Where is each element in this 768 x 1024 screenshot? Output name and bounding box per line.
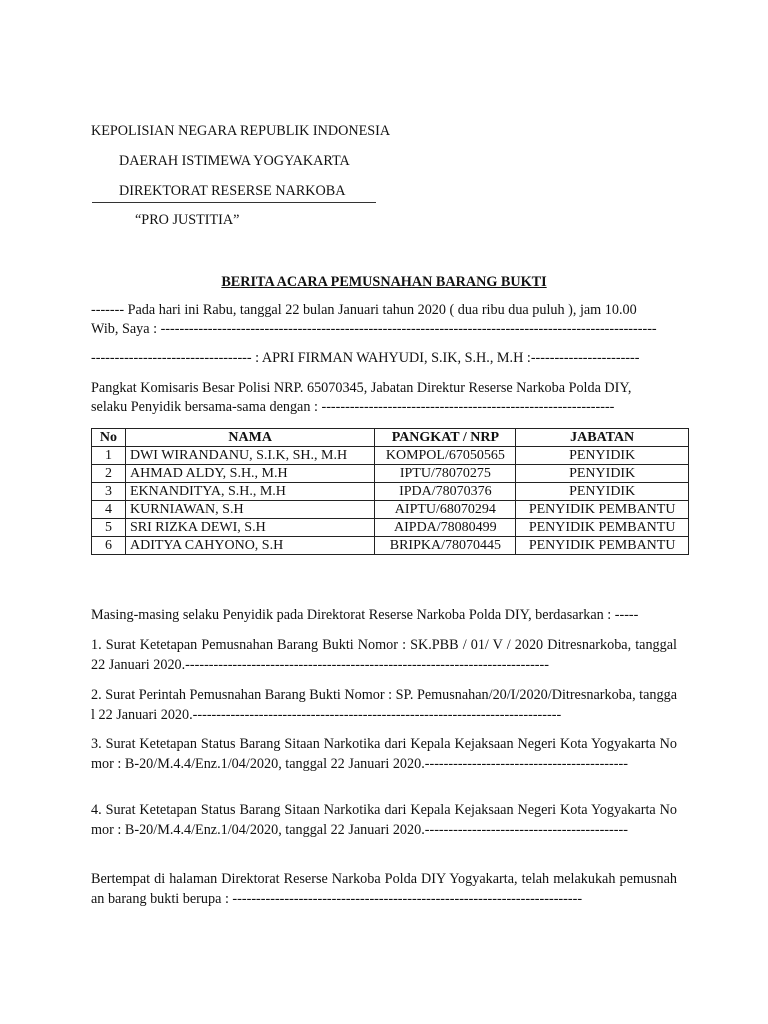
table-row (92, 519, 689, 537)
document-title: BERITA ACARA PEMUSNAHAN BARANG BUKTI (221, 274, 547, 290)
basis-item-2: 2. Surat Perintah Pemusnahan Barang Bukti Nomor : SP. Pemusnahan/20/I/2020/Ditresnarkoba, tanggal 22 Januari 2020.------------------------------------------------------------------------------ (91, 687, 677, 723)
basis-item-3: 3. Surat Ketetapan Status Barang Sitaan Narkotika dari Kepala Kejaksaan Negeri Kota Yogyakarta Nomor : B-20/M.4.4/Enz.1/04/2020, tanggal 22 Januari 2020.------------------------------------------- (91, 736, 677, 772)
basis-item-4: 4. Surat Ketetapan Status Barang Sitaan Narkotika dari Kepala Kejaksaan Negeri Kota Yogyakarta Nomor : B-20/M.4.4/Enz.1/04/2020, tanggal 22 Januari 2020.------------------------------------------- (91, 802, 677, 838)
table-row (92, 537, 689, 555)
cell-jabatan: PENYIDIK PEMBANTU (516, 519, 689, 537)
cell-pangkat: IPTU/78070275 (375, 465, 516, 483)
column-header-no: No (92, 429, 126, 447)
header-pro-justitia: “PRO JUSTITIA” (135, 212, 240, 228)
rank-line-1: Pangkat Komisaris Besar Polisi NRP. 65070345, Jabatan Direktur Reserse Narkoba Polda DIY, (91, 380, 632, 396)
table-row (92, 501, 689, 519)
cell-jabatan: PENYIDIK (516, 447, 689, 465)
cell-nama: DWI WIRANDANU, S.I.K, SH., M.H (125, 447, 374, 465)
intro-line-2: Wib, Saya : --------------------------------------------------------------------------------------------------------- (91, 321, 657, 337)
header-region: DAERAH ISTIMEWA YOGYAKARTA (119, 153, 350, 169)
cell-pangkat: KOMPOL/67050565 (375, 447, 516, 465)
column-header-pangkat: PANGKAT / NRP (375, 429, 516, 447)
header-directorate: DIREKTORAT RESERSE NARKOBA (119, 183, 346, 199)
table-header-row (92, 429, 689, 447)
cell-nama: SRI RIZKA DEWI, S.H (125, 519, 374, 537)
cell-nama: AHMAD ALDY, S.H., M.H (125, 465, 374, 483)
investigator-table (91, 428, 689, 555)
cell-no: 5 (92, 519, 126, 537)
cell-no: 2 (92, 465, 126, 483)
intro-line-1: ------- Pada hari ini Rabu, tanggal 22 bulan Januari tahun 2020 ( dua ribu dua puluh ), jam 10.00 (91, 302, 637, 318)
cell-jabatan: PENYIDIK (516, 483, 689, 501)
header-divider (92, 202, 376, 203)
cell-nama: ADITYA CAHYONO, S.H (125, 537, 374, 555)
cell-pangkat: AIPTU/68070294 (375, 501, 516, 519)
column-header-jabatan: JABATAN (516, 429, 689, 447)
cell-pangkat: BRIPKA/78070445 (375, 537, 516, 555)
cell-pangkat: IPDA/78070376 (375, 483, 516, 501)
cell-no: 6 (92, 537, 126, 555)
table-row (92, 465, 689, 483)
cell-no: 3 (92, 483, 126, 501)
table-row (92, 483, 689, 501)
cell-no: 1 (92, 447, 126, 465)
cell-jabatan: PENYIDIK (516, 465, 689, 483)
table-row (92, 447, 689, 465)
cell-nama: KURNIAWAN, S.H (125, 501, 374, 519)
cell-no: 4 (92, 501, 126, 519)
basis-item-1: 1. Surat Ketetapan Pemusnahan Barang Bukti Nomor : SK.PBB / 01/ V / 2020 Ditresnarkoba, tanggal 22 Januari 2020.----------------------------------------------------------------------------- (91, 637, 677, 673)
header-institution: KEPOLISIAN NEGARA REPUBLIK INDONESIA (91, 123, 391, 139)
cell-jabatan: PENYIDIK PEMBANTU (516, 501, 689, 519)
closing-paragraph: Bertempat di halaman Direktorat Reserse Narkoba Polda DIY Yogyakarta, telah melakukah pemusnahan barang bukti berupa : -------------------------------------------------------------------------- (91, 871, 677, 907)
cell-nama: EKNANDITYA, S.H., M.H (125, 483, 374, 501)
rank-line-2: selaku Penyidik bersama-sama dengan : -------------------------------------------------------------- (91, 399, 615, 415)
investigator-name-line: ---------------------------------- : APRI FIRMAN WAHYUDI, S.IK, S.H., M.H :----------------------- (91, 350, 640, 366)
column-header-nama: NAMA (125, 429, 374, 447)
cell-jabatan: PENYIDIK PEMBANTU (516, 537, 689, 555)
cell-pangkat: AIPDA/78080499 (375, 519, 516, 537)
basis-intro: Masing-masing selaku Penyidik pada Direktorat Reserse Narkoba Polda DIY, berdasarkan : ----- (91, 607, 639, 623)
